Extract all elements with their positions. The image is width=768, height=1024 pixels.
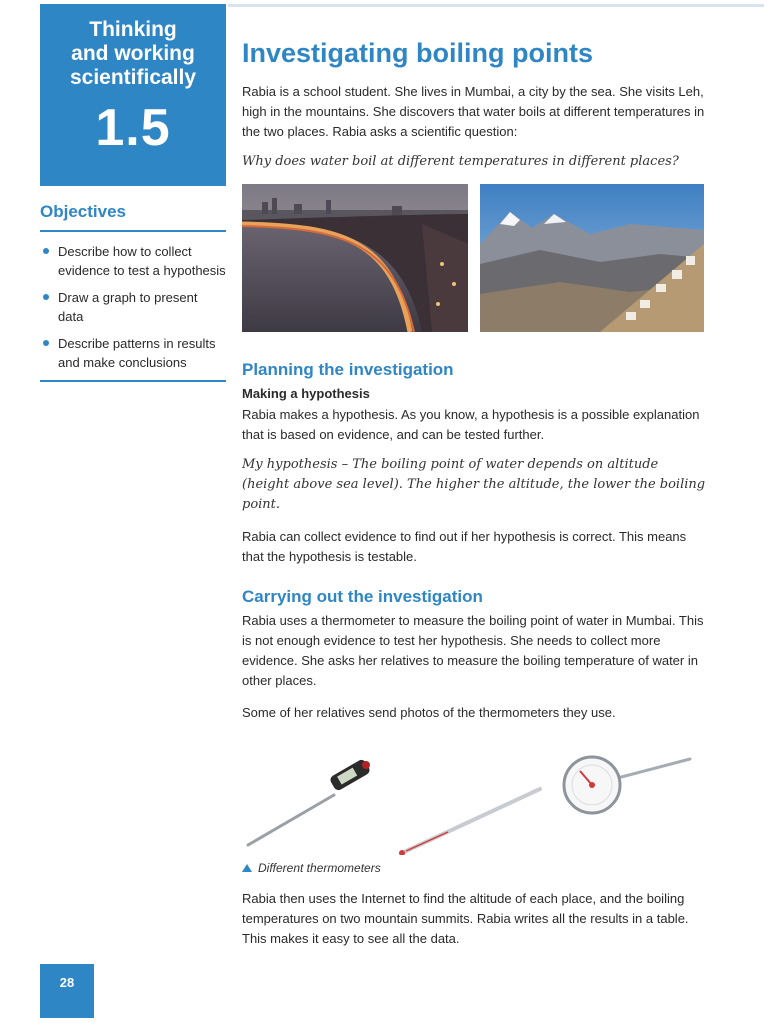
digital-thermometer xyxy=(248,758,371,845)
intro-paragraph: Rabia is a school student. She lives in Mumbai, a city by the sea. She visits Leh, high in the mountains. She discovers that water boils at different temperatures in the two places. Rabia asks a scientific question: xyxy=(242,84,705,139)
page-number: 28 xyxy=(40,964,94,1018)
objectives-list xyxy=(40,242,226,372)
testable-paragraph: Rabia can collect evidence to find out if her hypothesis is correct. This means that the hypothesis is testable. xyxy=(242,529,687,564)
photos-paragraph: Some of her relatives send photos of the thermometers they use. xyxy=(242,705,616,720)
carrying-paragraph: Rabia uses a thermometer to measure the boiling point of water in Mumbai. This is not enough evidence to test her hypothesis. She needs to collect more evidence. She asks her relatives to measure the boiling temperature of water in other places. xyxy=(242,613,704,688)
page-title: Investigating boiling points xyxy=(242,38,593,68)
mumbai-photo xyxy=(242,184,468,332)
scientific-question: Why does water boil at different temperatures in different places? xyxy=(242,154,679,169)
planning-heading: Planning the investigation xyxy=(242,360,454,379)
caption-text: Different thermometers xyxy=(258,861,381,875)
glass-thermometer xyxy=(399,789,540,855)
objective-item: Describe patterns in results and make conclusions xyxy=(40,334,226,372)
thermometer-caption xyxy=(242,861,708,875)
hypothesis-statement: My hypothesis – The boiling point of water depends on altitude (height above sea level). The higher the altitude, the lower the boiling point. xyxy=(242,457,706,512)
thermometer-photos xyxy=(242,737,708,855)
leh-photo xyxy=(480,184,704,332)
section-tab xyxy=(40,4,226,186)
objective-item: Describe how to collect evidence to test a hypothesis xyxy=(40,242,226,280)
objectives-heading: Objectives xyxy=(40,202,226,232)
section-title-line-3: scientifically xyxy=(69,66,197,89)
objectives-panel xyxy=(40,202,226,382)
section-title xyxy=(40,18,226,90)
hypothesis-intro: Rabia makes a hypothesis. As you know, a hypothesis is a possible explanation that is based on evidence, and can be tested further. xyxy=(242,407,700,442)
section-title-line-1: Thinking xyxy=(89,18,177,41)
carrying-heading: Carrying out the investigation xyxy=(242,587,483,606)
objective-item: Draw a graph to present data xyxy=(40,288,226,326)
photo-row xyxy=(242,184,708,334)
closing-paragraph: Rabia then uses the Internet to find the altitude of each place, and the boiling temperatures on two mountain summits. Rabia writes all the results in a table. This makes it easy to see all the data. xyxy=(242,891,689,946)
section-number: 1.5 xyxy=(95,99,171,157)
dial-thermometer xyxy=(564,757,690,813)
hypothesis-heading: Making a hypothesis xyxy=(242,386,370,401)
main-content xyxy=(242,36,708,949)
top-rule xyxy=(228,4,764,7)
section-title-line-2: and working xyxy=(71,42,195,65)
objectives-divider xyxy=(40,380,226,382)
caption-marker-icon xyxy=(242,864,252,872)
